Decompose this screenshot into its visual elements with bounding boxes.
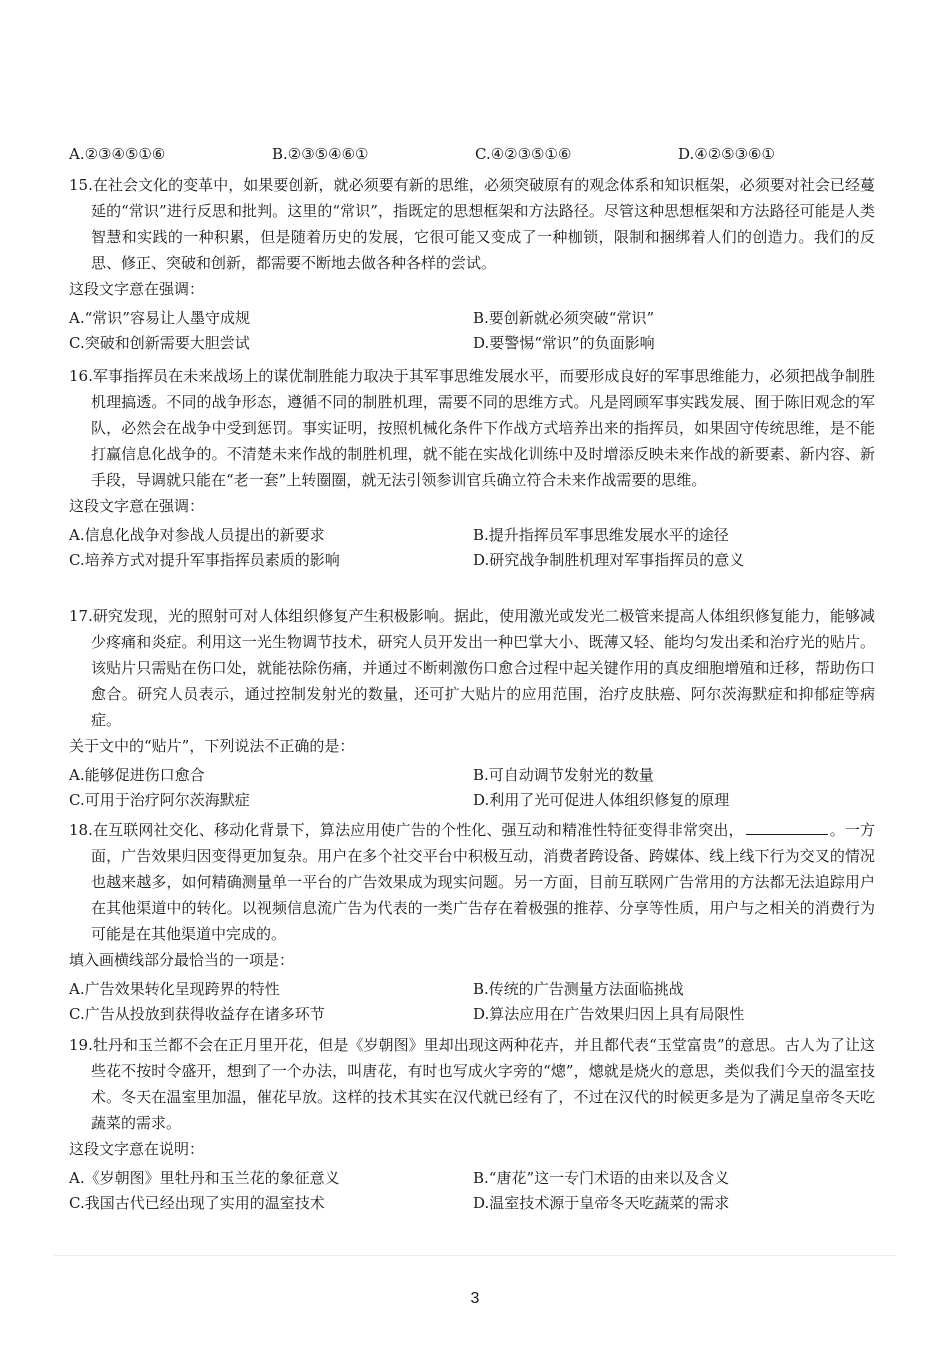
question-stem bbox=[69, 817, 875, 947]
page-number: 3 bbox=[470, 1290, 480, 1307]
question-18 bbox=[69, 817, 875, 1028]
option-a[interactable]: A.信息化战争对参战人员提出的新要求 bbox=[69, 526, 325, 544]
answer-blank[interactable] bbox=[746, 820, 828, 835]
question-stem: 15.在社会文化的变革中，如果要创新，就必须要有新的思维，必须突破原有的观念体系和知识框架，必须要对社会已经蔓延的“常识”进行反思和批判。这里的“常识”，指既定的思想框架和方法路径。尽管这种思想框架和方法路径可能是人类智慧和实践的一种积累，但是随着历史的发展，它很可能又变成了一种枷锁，限制和捆绑着人们的创造力。我们的反思、修正、突破和创新，都需要不断地去做各种各样的尝试。 bbox=[69, 176, 875, 272]
option-a[interactable]: A.《岁朝图》里牡丹和玉兰花的象征意义 bbox=[69, 1169, 340, 1187]
option-d[interactable]: D.要警惕“常识”的负面影响 bbox=[473, 334, 655, 352]
question-prompt: 填入画横线部分最恰当的一项是： bbox=[69, 951, 295, 969]
question-prompt: 这段文字意在说明： bbox=[69, 1140, 205, 1158]
option-b[interactable]: B.传统的广告测量方法面临挑战 bbox=[473, 980, 684, 998]
question-17 bbox=[69, 603, 875, 814]
option-a[interactable]: A.广告效果转化呈现跨界的特性 bbox=[69, 980, 280, 998]
question-16 bbox=[69, 363, 875, 574]
question-options bbox=[69, 976, 875, 1028]
option-c[interactable]: C.我国古代已经出现了实用的温室技术 bbox=[69, 1194, 325, 1212]
option-d[interactable]: D.算法应用在广告效果归因上具有局限性 bbox=[473, 1005, 745, 1023]
option-a[interactable]: A.能够促进伤口愈合 bbox=[69, 766, 205, 784]
option-d[interactable]: D.温室技术源于皇帝冬天吃蔬菜的需求 bbox=[473, 1194, 730, 1212]
option-c[interactable]: C.可用于治疗阿尔茨海默症 bbox=[69, 791, 250, 809]
option-c[interactable]: C.突破和创新需要大胆尝试 bbox=[69, 334, 250, 352]
question-19 bbox=[69, 1032, 875, 1217]
option-d[interactable]: D.利用了光可促进人体组织修复的原理 bbox=[473, 791, 730, 809]
option-b[interactable]: B.“唐花”这一专门术语的由来以及含义 bbox=[473, 1169, 730, 1187]
question-prompt: 关于文中的“贴片”，下列说法不正确的是： bbox=[69, 737, 355, 755]
q14-option-b[interactable]: B.②③⑤④⑥① bbox=[272, 145, 369, 163]
question-options bbox=[69, 522, 875, 574]
q14-option-c[interactable]: C.④②③⑤①⑥ bbox=[475, 145, 572, 163]
footer-divider bbox=[54, 1255, 896, 1256]
q14-option-d[interactable]: D.④②⑤③⑥① bbox=[678, 145, 775, 163]
option-b[interactable]: B.要创新就必须突破“常识” bbox=[473, 309, 655, 327]
q14-option-a[interactable]: A.②③④⑤①⑥ bbox=[69, 145, 166, 163]
question-stem: 17.研究发现，光的照射可对人体组织修复产生积极影响。据此，使用激光或发光二极管来提高人体组织修复能力，能够减少疼痛和炎症。利用这一光生物调节技术，研究人员开发出一种巴掌大小、既薄又轻、能均匀发出柔和治疗光的贴片。该贴片只需贴在伤口处，就能祛除伤痛，并通过不断刺激伤口愈合过程中起关键作用的真皮细胞增殖和迁移，帮助伤口愈合。研究人员表示，通过控制发射光的数量，还可扩大贴片的应用范围，治疗皮肤癌、阿尔茨海默症和抑郁症等病症。 bbox=[69, 607, 875, 729]
option-a[interactable]: A.“常识”容易让人墨守成规 bbox=[69, 309, 250, 327]
stem-part-2: 。一方面，广告效果归因变得更加复杂。用户在多个社交平台中积极互动，消费者跨设备、跨媒体、线上线下行为交叉的情况也越来越多，如何精确测量单一平台的广告效果成为现实问题。另一方面，目前互联网广告常用的方法都无法追踪用户在其他渠道中的转化。以视频信息流广告为代表的一类广告存在着极强的推荐、分享等性质，用户与之相关的消费行为可能是在其他渠道中完成的。 bbox=[91, 821, 875, 943]
option-b[interactable]: B.可自动调节发射光的数量 bbox=[473, 766, 654, 784]
question-prompt: 这段文字意在强调： bbox=[69, 280, 205, 298]
question-prompt: 这段文字意在强调： bbox=[69, 497, 205, 515]
question-15 bbox=[69, 172, 875, 357]
option-c[interactable]: C.广告从投放到获得收益存在诸多环节 bbox=[69, 1005, 325, 1023]
question-options bbox=[69, 305, 875, 357]
option-d[interactable]: D.研究战争制胜机理对军事指挥员的意义 bbox=[473, 551, 745, 569]
stem-part-1: 18.在互联网社交化、移动化背景下，算法应用使广告的个性化、强互动和精准性特征变得非常突出， bbox=[69, 821, 744, 839]
question-stem: 16.军事指挥员在未来战场上的谋优制胜能力取决于其军事思维发展水平，而要形成良好的军事思维能力，必须把战争制胜机理搞透。不同的战争形态，遵循不同的制胜机理，需要不同的思维方式。凡是罔顾军事实践发展、囿于陈旧观念的军队，必然会在战争中受到惩罚。事实证明，按照机械化条件下作战方式培养出来的指挥员，如果固守传统思维，是不能打赢信息化战争的。不清楚未来作战的制胜机理，就不能在实战化训练中及时增添反映未来作战的新要素、新内容、新手段，导调就只能在“老一套”上转圈圈，就无法引领参训官兵确立符合未来作战需要的思维。 bbox=[69, 367, 875, 489]
question-options bbox=[69, 762, 875, 814]
option-b[interactable]: B.提升指挥员军事思维发展水平的途径 bbox=[473, 526, 729, 544]
q14-options bbox=[69, 145, 889, 167]
question-stem: 19.牡丹和玉兰都不会在正月里开花，但是《岁朝图》里却出现这两种花卉，并且都代表“玉堂富贵”的意思。古人为了让这些花不按时令盛开，想到了一个办法，叫唐花，有时也写成火字旁的“熜”，熜就是烧火的意思，类似我们今天的温室技术。冬天在温室里加温，催花早放。这样的技术其实在汉代就已经有了，不过在汉代的时候更多是为了满足皇帝冬天吃蔬菜的需求。 bbox=[69, 1036, 875, 1132]
option-c[interactable]: C.培养方式对提升军事指挥员素质的影响 bbox=[69, 551, 340, 569]
question-options bbox=[69, 1165, 875, 1217]
